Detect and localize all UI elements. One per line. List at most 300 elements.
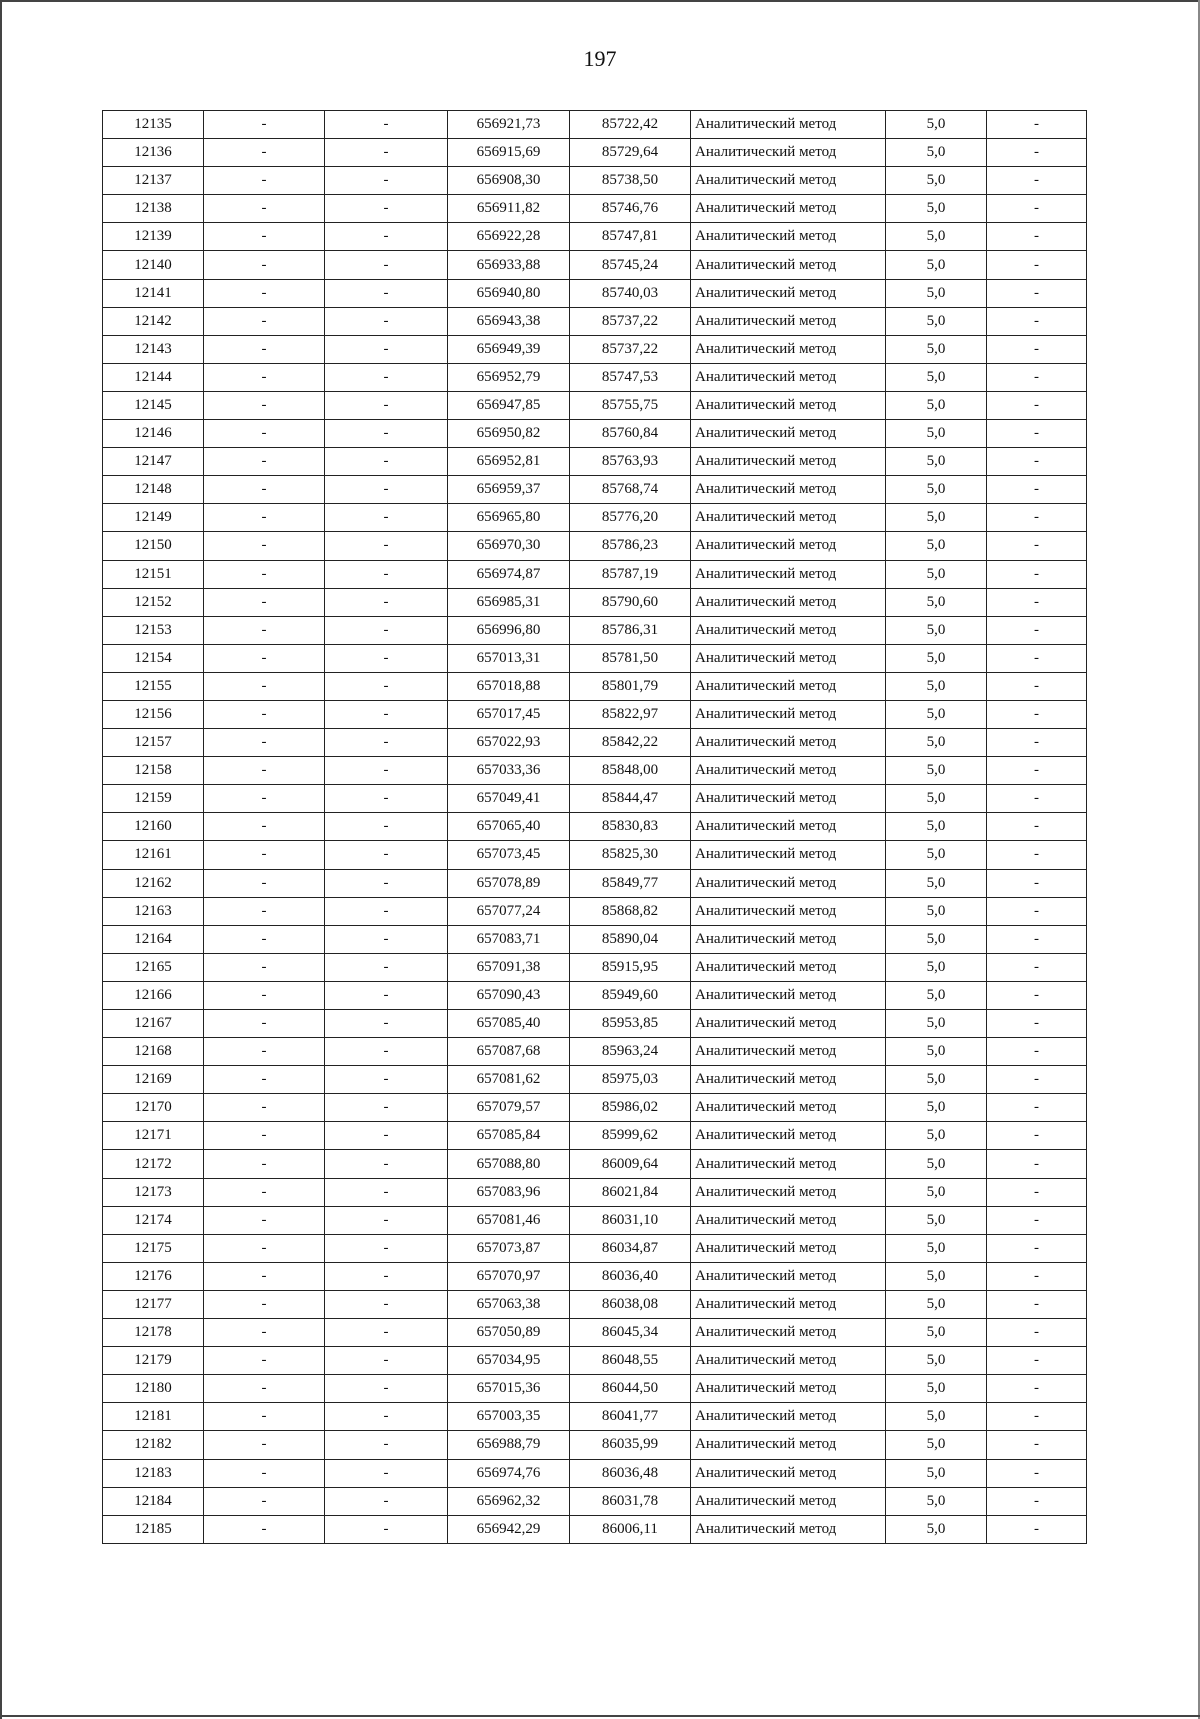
- dash-cell: -: [987, 111, 1087, 139]
- dash-cell: -: [204, 307, 325, 335]
- y-coordinate-cell: 85755,75: [570, 391, 691, 419]
- x-coordinate-cell: 657033,36: [448, 757, 570, 785]
- error-cell: 5,0: [886, 953, 987, 981]
- dash-cell: -: [325, 363, 448, 391]
- table-row: [103, 1431, 1087, 1459]
- point-number-cell: 12141: [103, 279, 204, 307]
- y-coordinate-cell: 86041,77: [570, 1403, 691, 1431]
- x-coordinate-cell: 657077,24: [448, 897, 570, 925]
- dash-cell: -: [204, 1459, 325, 1487]
- x-coordinate-cell: 656950,82: [448, 420, 570, 448]
- dash-cell: -: [204, 588, 325, 616]
- error-cell: 5,0: [886, 223, 987, 251]
- point-number-cell: 12168: [103, 1038, 204, 1066]
- dash-cell: -: [204, 981, 325, 1009]
- point-number-cell: 12136: [103, 139, 204, 167]
- error-cell: 5,0: [886, 1122, 987, 1150]
- point-number-cell: 12152: [103, 588, 204, 616]
- dash-cell: -: [325, 1403, 448, 1431]
- dash-cell: -: [204, 420, 325, 448]
- error-cell: 5,0: [886, 616, 987, 644]
- point-number-cell: 12158: [103, 757, 204, 785]
- x-coordinate-cell: 656985,31: [448, 588, 570, 616]
- table-row: [103, 1487, 1087, 1515]
- y-coordinate-cell: 85740,03: [570, 279, 691, 307]
- method-cell: Аналитический метод: [691, 391, 886, 419]
- point-number-cell: 12177: [103, 1290, 204, 1318]
- dash-cell: -: [987, 981, 1087, 1009]
- dash-cell: -: [325, 195, 448, 223]
- dash-cell: -: [204, 223, 325, 251]
- dash-cell: -: [987, 1094, 1087, 1122]
- table-row: [103, 1178, 1087, 1206]
- x-coordinate-cell: 657022,93: [448, 729, 570, 757]
- point-number-cell: 12174: [103, 1206, 204, 1234]
- dash-cell: -: [204, 1150, 325, 1178]
- point-number-cell: 12159: [103, 785, 204, 813]
- method-cell: Аналитический метод: [691, 644, 886, 672]
- y-coordinate-cell: 85776,20: [570, 504, 691, 532]
- y-coordinate-cell: 85786,23: [570, 532, 691, 560]
- table-row: [103, 504, 1087, 532]
- y-coordinate-cell: 85760,84: [570, 420, 691, 448]
- dash-cell: -: [325, 1038, 448, 1066]
- dash-cell: -: [204, 644, 325, 672]
- x-coordinate-cell: 657079,57: [448, 1094, 570, 1122]
- point-number-cell: 12184: [103, 1487, 204, 1515]
- x-coordinate-cell: 656952,81: [448, 448, 570, 476]
- y-coordinate-cell: 85890,04: [570, 925, 691, 953]
- point-number-cell: 12155: [103, 672, 204, 700]
- error-cell: 5,0: [886, 1403, 987, 1431]
- dash-cell: -: [204, 841, 325, 869]
- point-number-cell: 12172: [103, 1150, 204, 1178]
- error-cell: 5,0: [886, 476, 987, 504]
- dash-cell: -: [987, 672, 1087, 700]
- method-cell: Аналитический метод: [691, 813, 886, 841]
- table-row: [103, 700, 1087, 728]
- point-number-cell: 12166: [103, 981, 204, 1009]
- error-cell: 5,0: [886, 1066, 987, 1094]
- table-row: [103, 1347, 1087, 1375]
- error-cell: 5,0: [886, 448, 987, 476]
- method-cell: Аналитический метод: [691, 1010, 886, 1038]
- table-row: [103, 251, 1087, 279]
- y-coordinate-cell: 85848,00: [570, 757, 691, 785]
- dash-cell: -: [987, 953, 1087, 981]
- dash-cell: -: [325, 1515, 448, 1543]
- y-coordinate-cell: 85787,19: [570, 560, 691, 588]
- dash-cell: -: [325, 729, 448, 757]
- x-coordinate-cell: 657063,38: [448, 1290, 570, 1318]
- point-number-cell: 12153: [103, 616, 204, 644]
- method-cell: Аналитический метод: [691, 981, 886, 1009]
- method-cell: Аналитический метод: [691, 785, 886, 813]
- scan-border-top: [0, 0, 1200, 2]
- dash-cell: -: [204, 139, 325, 167]
- dash-cell: -: [987, 391, 1087, 419]
- dash-cell: -: [204, 391, 325, 419]
- method-cell: Аналитический метод: [691, 223, 886, 251]
- dash-cell: -: [987, 588, 1087, 616]
- method-cell: Аналитический метод: [691, 279, 886, 307]
- dash-cell: -: [987, 1206, 1087, 1234]
- error-cell: 5,0: [886, 1375, 987, 1403]
- dash-cell: -: [987, 1010, 1087, 1038]
- method-cell: Аналитический метод: [691, 897, 886, 925]
- dash-cell: -: [204, 1375, 325, 1403]
- dash-cell: -: [325, 1206, 448, 1234]
- y-coordinate-cell: 85830,83: [570, 813, 691, 841]
- method-cell: Аналитический метод: [691, 1206, 886, 1234]
- dash-cell: -: [987, 279, 1087, 307]
- x-coordinate-cell: 657085,40: [448, 1010, 570, 1038]
- error-cell: 5,0: [886, 1431, 987, 1459]
- y-coordinate-cell: 85722,42: [570, 111, 691, 139]
- table-row: [103, 1262, 1087, 1290]
- dash-cell: -: [987, 1290, 1087, 1318]
- dash-cell: -: [325, 1234, 448, 1262]
- table-row: [103, 195, 1087, 223]
- y-coordinate-cell: 86045,34: [570, 1319, 691, 1347]
- dash-cell: -: [987, 869, 1087, 897]
- dash-cell: -: [325, 588, 448, 616]
- dash-cell: -: [325, 420, 448, 448]
- dash-cell: -: [987, 813, 1087, 841]
- table-row: [103, 644, 1087, 672]
- point-number-cell: 12170: [103, 1094, 204, 1122]
- dash-cell: -: [325, 869, 448, 897]
- error-cell: 5,0: [886, 532, 987, 560]
- dash-cell: -: [325, 672, 448, 700]
- error-cell: 5,0: [886, 644, 987, 672]
- method-cell: Аналитический метод: [691, 167, 886, 195]
- table-row: [103, 1403, 1087, 1431]
- dash-cell: -: [204, 532, 325, 560]
- error-cell: 5,0: [886, 757, 987, 785]
- dash-cell: -: [987, 139, 1087, 167]
- dash-cell: -: [325, 335, 448, 363]
- method-cell: Аналитический метод: [691, 504, 886, 532]
- error-cell: 5,0: [886, 111, 987, 139]
- method-cell: Аналитический метод: [691, 1038, 886, 1066]
- dash-cell: -: [204, 1010, 325, 1038]
- dash-cell: -: [987, 1122, 1087, 1150]
- dash-cell: -: [987, 1150, 1087, 1178]
- y-coordinate-cell: 85915,95: [570, 953, 691, 981]
- dash-cell: -: [325, 1094, 448, 1122]
- point-number-cell: 12142: [103, 307, 204, 335]
- method-cell: Аналитический метод: [691, 925, 886, 953]
- dash-cell: -: [325, 1150, 448, 1178]
- dash-cell: -: [987, 700, 1087, 728]
- dash-cell: -: [325, 813, 448, 841]
- error-cell: 5,0: [886, 1459, 987, 1487]
- y-coordinate-cell: 85781,50: [570, 644, 691, 672]
- dash-cell: -: [325, 700, 448, 728]
- dash-cell: -: [204, 1122, 325, 1150]
- dash-cell: -: [325, 223, 448, 251]
- dash-cell: -: [325, 139, 448, 167]
- x-coordinate-cell: 656970,30: [448, 532, 570, 560]
- x-coordinate-cell: 656922,28: [448, 223, 570, 251]
- method-cell: Аналитический метод: [691, 1234, 886, 1262]
- point-number-cell: 12169: [103, 1066, 204, 1094]
- error-cell: 5,0: [886, 251, 987, 279]
- y-coordinate-cell: 85790,60: [570, 588, 691, 616]
- point-number-cell: 12167: [103, 1010, 204, 1038]
- point-number-cell: 12180: [103, 1375, 204, 1403]
- dash-cell: -: [325, 504, 448, 532]
- y-coordinate-cell: 86048,55: [570, 1347, 691, 1375]
- dash-cell: -: [987, 1319, 1087, 1347]
- table-row: [103, 1010, 1087, 1038]
- dash-cell: -: [325, 897, 448, 925]
- x-coordinate-cell: 657078,89: [448, 869, 570, 897]
- x-coordinate-cell: 657087,68: [448, 1038, 570, 1066]
- dash-cell: -: [987, 195, 1087, 223]
- dash-cell: -: [987, 251, 1087, 279]
- method-cell: Аналитический метод: [691, 729, 886, 757]
- dash-cell: -: [987, 925, 1087, 953]
- dash-cell: -: [204, 251, 325, 279]
- method-cell: Аналитический метод: [691, 195, 886, 223]
- x-coordinate-cell: 657050,89: [448, 1319, 570, 1347]
- dash-cell: -: [987, 476, 1087, 504]
- y-coordinate-cell: 85763,93: [570, 448, 691, 476]
- point-number-cell: 12145: [103, 391, 204, 419]
- point-number-cell: 12143: [103, 335, 204, 363]
- table-row: [103, 841, 1087, 869]
- dash-cell: -: [325, 953, 448, 981]
- table-row: [103, 1515, 1087, 1543]
- error-cell: 5,0: [886, 1319, 987, 1347]
- point-number-cell: 12162: [103, 869, 204, 897]
- table-row: [103, 448, 1087, 476]
- dash-cell: -: [325, 1487, 448, 1515]
- method-cell: Аналитический метод: [691, 1319, 886, 1347]
- y-coordinate-cell: 85986,02: [570, 1094, 691, 1122]
- dash-cell: -: [204, 1234, 325, 1262]
- method-cell: Аналитический метод: [691, 111, 886, 139]
- y-coordinate-cell: 85999,62: [570, 1122, 691, 1150]
- y-coordinate-cell: 85786,31: [570, 616, 691, 644]
- y-coordinate-cell: 86009,64: [570, 1150, 691, 1178]
- table-row: [103, 223, 1087, 251]
- dash-cell: -: [325, 391, 448, 419]
- dash-cell: -: [204, 925, 325, 953]
- x-coordinate-cell: 657018,88: [448, 672, 570, 700]
- y-coordinate-cell: 85842,22: [570, 729, 691, 757]
- table-row: [103, 476, 1087, 504]
- x-coordinate-cell: 656988,79: [448, 1431, 570, 1459]
- method-cell: Аналитический метод: [691, 1487, 886, 1515]
- error-cell: 5,0: [886, 869, 987, 897]
- point-number-cell: 12140: [103, 251, 204, 279]
- dash-cell: -: [987, 167, 1087, 195]
- dash-cell: -: [987, 448, 1087, 476]
- dash-cell: -: [987, 223, 1087, 251]
- error-cell: 5,0: [886, 981, 987, 1009]
- y-coordinate-cell: 85738,50: [570, 167, 691, 195]
- dash-cell: -: [325, 1375, 448, 1403]
- x-coordinate-cell: 657073,87: [448, 1234, 570, 1262]
- table-row: [103, 981, 1087, 1009]
- y-coordinate-cell: 85949,60: [570, 981, 691, 1009]
- error-cell: 5,0: [886, 588, 987, 616]
- point-number-cell: 12146: [103, 420, 204, 448]
- method-cell: Аналитический метод: [691, 1403, 886, 1431]
- method-cell: Аналитический метод: [691, 1515, 886, 1543]
- point-number-cell: 12164: [103, 925, 204, 953]
- point-number-cell: 12156: [103, 700, 204, 728]
- x-coordinate-cell: 657083,96: [448, 1178, 570, 1206]
- x-coordinate-cell: 657017,45: [448, 700, 570, 728]
- coordinates-table: [102, 110, 1087, 1544]
- point-number-cell: 12144: [103, 363, 204, 391]
- dash-cell: -: [325, 981, 448, 1009]
- dash-cell: -: [987, 1038, 1087, 1066]
- error-cell: 5,0: [886, 307, 987, 335]
- table-row: [103, 1094, 1087, 1122]
- dash-cell: -: [204, 757, 325, 785]
- y-coordinate-cell: 86044,50: [570, 1375, 691, 1403]
- dash-cell: -: [204, 335, 325, 363]
- dash-cell: -: [987, 757, 1087, 785]
- dash-cell: -: [204, 195, 325, 223]
- dash-cell: -: [987, 1178, 1087, 1206]
- y-coordinate-cell: 85868,82: [570, 897, 691, 925]
- point-number-cell: 12160: [103, 813, 204, 841]
- method-cell: Аналитический метод: [691, 307, 886, 335]
- dash-cell: -: [325, 1262, 448, 1290]
- error-cell: 5,0: [886, 391, 987, 419]
- dash-cell: -: [325, 251, 448, 279]
- method-cell: Аналитический метод: [691, 1347, 886, 1375]
- dash-cell: -: [987, 1459, 1087, 1487]
- dash-cell: -: [204, 504, 325, 532]
- x-coordinate-cell: 656911,82: [448, 195, 570, 223]
- x-coordinate-cell: 657081,46: [448, 1206, 570, 1234]
- method-cell: Аналитический метод: [691, 139, 886, 167]
- dash-cell: -: [325, 644, 448, 672]
- x-coordinate-cell: 656949,39: [448, 335, 570, 363]
- method-cell: Аналитический метод: [691, 1066, 886, 1094]
- dash-cell: -: [987, 532, 1087, 560]
- dash-cell: -: [325, 560, 448, 588]
- method-cell: Аналитический метод: [691, 869, 886, 897]
- error-cell: 5,0: [886, 1010, 987, 1038]
- dash-cell: -: [325, 476, 448, 504]
- y-coordinate-cell: 85849,77: [570, 869, 691, 897]
- method-cell: Аналитический метод: [691, 953, 886, 981]
- point-number-cell: 12137: [103, 167, 204, 195]
- dash-cell: -: [204, 616, 325, 644]
- table-row: [103, 925, 1087, 953]
- error-cell: 5,0: [886, 504, 987, 532]
- dash-cell: -: [987, 1515, 1087, 1543]
- method-cell: Аналитический метод: [691, 1262, 886, 1290]
- x-coordinate-cell: 657015,36: [448, 1375, 570, 1403]
- table-row: [103, 1319, 1087, 1347]
- dash-cell: -: [325, 1066, 448, 1094]
- x-coordinate-cell: 656974,87: [448, 560, 570, 588]
- point-number-cell: 12157: [103, 729, 204, 757]
- y-coordinate-cell: 86031,10: [570, 1206, 691, 1234]
- x-coordinate-cell: 657085,84: [448, 1122, 570, 1150]
- dash-cell: -: [325, 616, 448, 644]
- dash-cell: -: [204, 167, 325, 195]
- x-coordinate-cell: 656942,29: [448, 1515, 570, 1543]
- table-row: [103, 139, 1087, 167]
- dash-cell: -: [325, 1122, 448, 1150]
- error-cell: 5,0: [886, 1515, 987, 1543]
- dash-cell: -: [325, 448, 448, 476]
- dash-cell: -: [987, 616, 1087, 644]
- error-cell: 5,0: [886, 1487, 987, 1515]
- table-row: [103, 616, 1087, 644]
- dash-cell: -: [987, 729, 1087, 757]
- error-cell: 5,0: [886, 363, 987, 391]
- method-cell: Аналитический метод: [691, 1459, 886, 1487]
- error-cell: 5,0: [886, 700, 987, 728]
- point-number-cell: 12147: [103, 448, 204, 476]
- page-number: 197: [583, 46, 617, 71]
- x-coordinate-cell: 657003,35: [448, 1403, 570, 1431]
- table-row: [103, 167, 1087, 195]
- method-cell: Аналитический метод: [691, 1150, 886, 1178]
- x-coordinate-cell: 657065,40: [448, 813, 570, 841]
- error-cell: 5,0: [886, 785, 987, 813]
- method-cell: Аналитический метод: [691, 448, 886, 476]
- x-coordinate-cell: 656947,85: [448, 391, 570, 419]
- point-number-cell: 12139: [103, 223, 204, 251]
- dash-cell: -: [204, 729, 325, 757]
- error-cell: 5,0: [886, 1206, 987, 1234]
- dash-cell: -: [204, 1290, 325, 1318]
- table-row: [103, 897, 1087, 925]
- error-cell: 5,0: [886, 279, 987, 307]
- dash-cell: -: [325, 279, 448, 307]
- dash-cell: -: [204, 1403, 325, 1431]
- dash-cell: -: [987, 1234, 1087, 1262]
- dash-cell: -: [987, 335, 1087, 363]
- table-row: [103, 560, 1087, 588]
- y-coordinate-cell: 85747,81: [570, 223, 691, 251]
- dash-cell: -: [204, 700, 325, 728]
- point-number-cell: 12182: [103, 1431, 204, 1459]
- dash-cell: -: [204, 1178, 325, 1206]
- dash-cell: -: [987, 1066, 1087, 1094]
- point-number-cell: 12163: [103, 897, 204, 925]
- table-row: [103, 279, 1087, 307]
- dash-cell: -: [204, 1347, 325, 1375]
- x-coordinate-cell: 656952,79: [448, 363, 570, 391]
- x-coordinate-cell: 656921,73: [448, 111, 570, 139]
- y-coordinate-cell: 85737,22: [570, 307, 691, 335]
- dash-cell: -: [987, 644, 1087, 672]
- error-cell: 5,0: [886, 925, 987, 953]
- y-coordinate-cell: 85746,76: [570, 195, 691, 223]
- dash-cell: -: [987, 1403, 1087, 1431]
- table-row: [103, 1206, 1087, 1234]
- method-cell: Аналитический метод: [691, 588, 886, 616]
- error-cell: 5,0: [886, 420, 987, 448]
- error-cell: 5,0: [886, 1290, 987, 1318]
- dash-cell: -: [204, 869, 325, 897]
- dash-cell: -: [325, 111, 448, 139]
- method-cell: Аналитический метод: [691, 1178, 886, 1206]
